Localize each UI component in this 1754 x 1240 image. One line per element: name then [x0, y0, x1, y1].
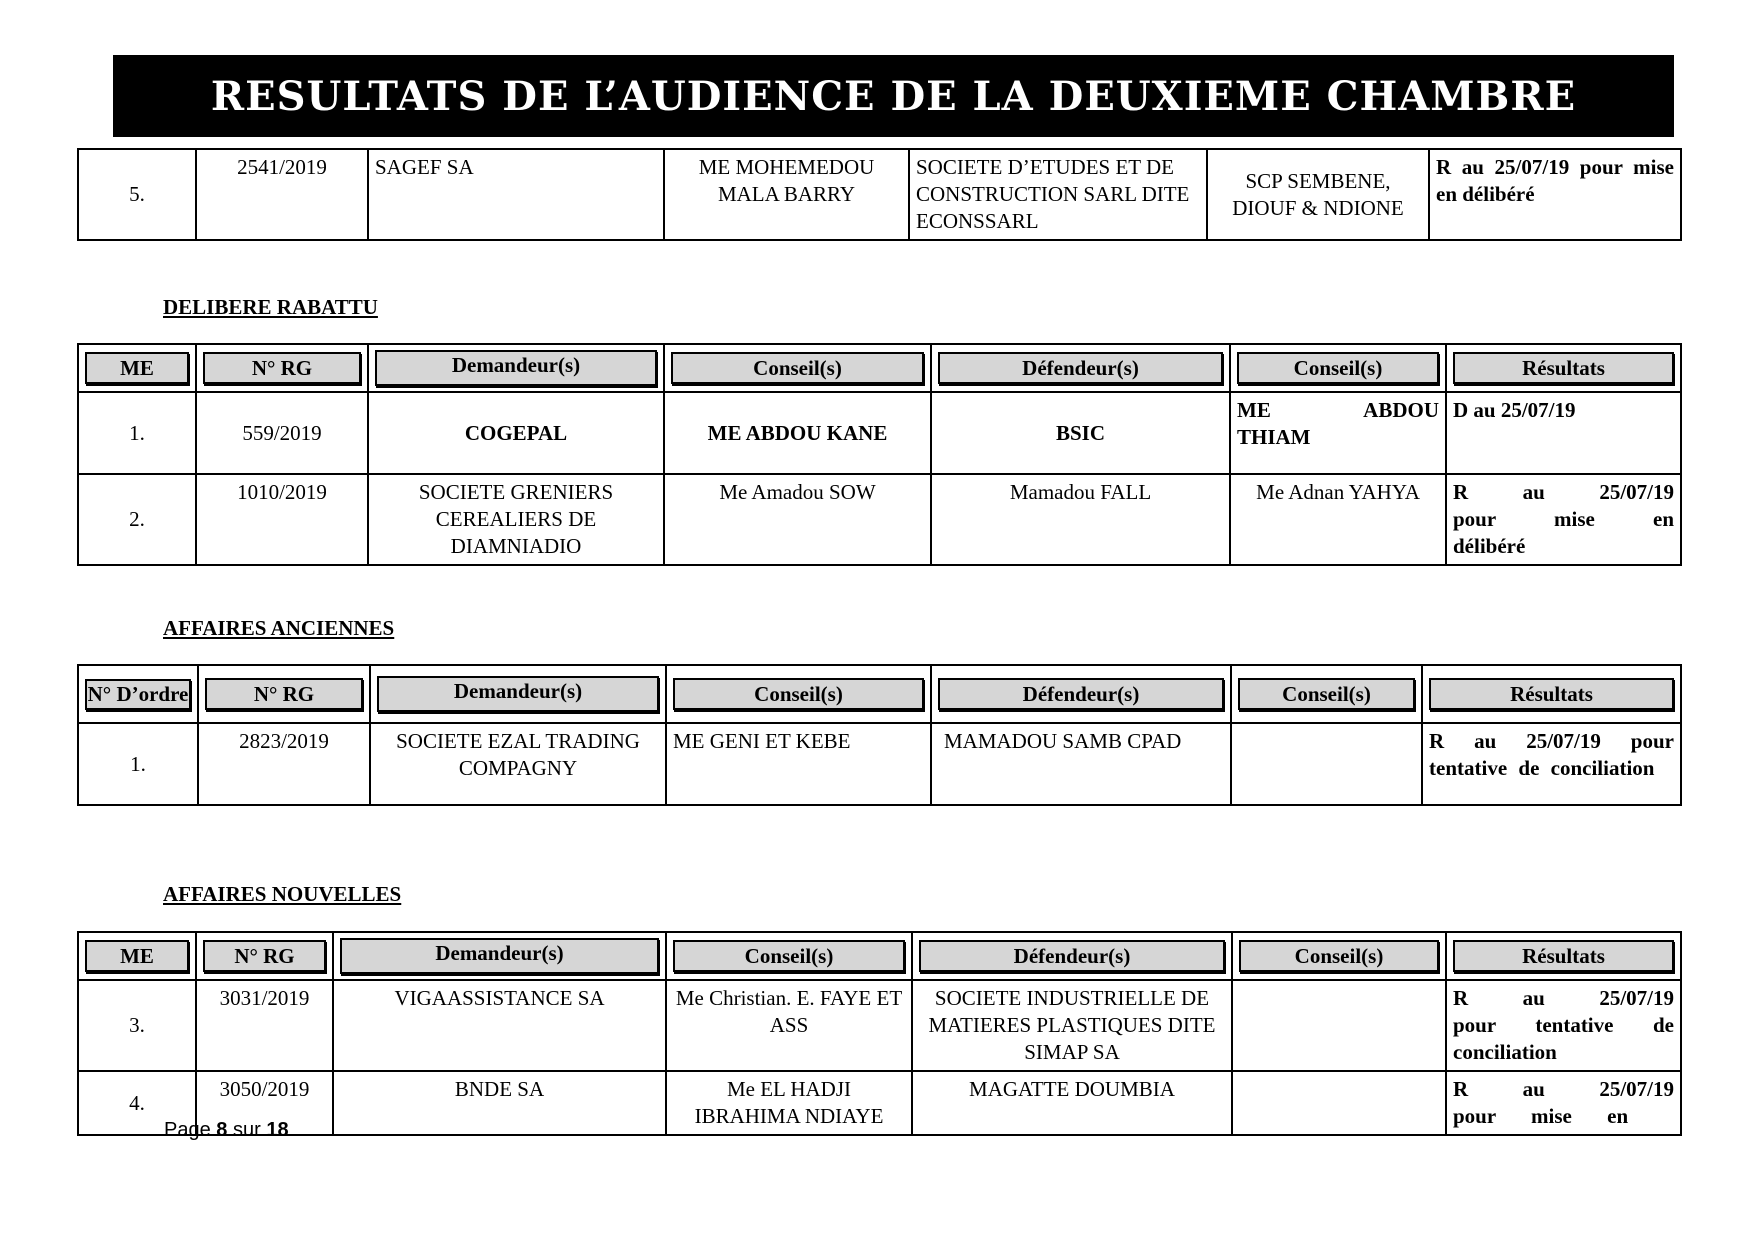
case-order-number: 3.	[78, 980, 196, 1071]
defendant-counsel-cell	[1231, 723, 1422, 805]
section-heading-delibere-rabattu: DELIBERE RABATTU	[163, 295, 378, 319]
column-header-rg: N° RG	[205, 678, 363, 710]
table-row	[78, 1071, 1681, 1135]
column-header-rg: N° RG	[203, 940, 326, 972]
plaintiff-counsel-cell: Me Amadou SOW	[664, 474, 931, 565]
defendant-counsel-cell	[1232, 980, 1446, 1071]
plaintiff-counsel-cell: ME ABDOU KANE	[664, 392, 931, 474]
column-header-demandeur: Demandeur(s)	[375, 350, 657, 386]
plaintiff-cell: SOCIETE GRENIERS CEREALIERS DE DIAMNIADIO	[368, 474, 664, 565]
result-cell: R au 25/07/19 pour mise en délibéré	[1446, 474, 1681, 565]
table-header-row	[78, 665, 1681, 723]
column-header-defendeur: Défendeur(s)	[919, 940, 1225, 972]
page-footer	[164, 1119, 289, 1142]
column-header-conseil: Conseil(s)	[1237, 352, 1439, 384]
table-header-row	[78, 344, 1681, 392]
page-label: Page	[164, 1119, 211, 1141]
column-header-resultats: Résultats	[1453, 352, 1674, 384]
table-row	[78, 980, 1681, 1071]
case-order-number: 2.	[78, 474, 196, 565]
column-header-conseil: Conseil(s)	[1239, 940, 1439, 972]
case-order-number: 1.	[78, 392, 196, 474]
case-order-number: 4.	[78, 1071, 196, 1135]
table-header-row	[78, 932, 1681, 980]
defendant-counsel-cell: SCP SEMBENE, DIOUF & NDIONE	[1207, 149, 1429, 240]
case-rg-number: 1010/2019	[196, 474, 368, 565]
section-heading-affaires-anciennes: AFFAIRES ANCIENNES	[163, 616, 395, 640]
table-row	[78, 474, 1681, 565]
results-table-continued	[77, 148, 1682, 241]
defendant-cell: MAMADOU SAMB CPAD	[931, 723, 1231, 805]
case-rg-number: 3031/2019	[196, 980, 333, 1071]
case-order-number: 1.	[78, 723, 198, 805]
column-header-me: ME	[85, 940, 189, 972]
table-row	[78, 723, 1681, 805]
affaires-nouvelles-table	[77, 931, 1682, 1136]
plaintiff-counsel-cell: ME GENI ET KEBE	[666, 723, 931, 805]
plaintiff-cell: SOCIETE EZAL TRADING COMPAGNY	[370, 723, 666, 805]
plaintiff-cell: BNDE SA	[333, 1071, 666, 1135]
result-cell: D au 25/07/19	[1446, 392, 1681, 474]
defendant-cell: BSIC	[931, 392, 1230, 474]
column-header-numero-ordre: N° D’ordre	[85, 679, 191, 710]
defendant-cell: SOCIETE D’ETUDES ET DE CONSTRUCTION SARL DITE ECONSSARL	[909, 149, 1207, 240]
plaintiff-counsel-cell: Me Christian. E. FAYE ET ASS	[666, 980, 912, 1071]
column-header-demandeur: Demandeur(s)	[340, 938, 659, 974]
column-header-conseil: Conseil(s)	[671, 352, 924, 384]
column-header-resultats: Résultats	[1429, 678, 1674, 710]
result-cell: R au 25/07/19 pour mise en délibéré	[1429, 149, 1681, 240]
column-header-conseil: Conseil(s)	[673, 678, 924, 710]
current-page-number: 8	[216, 1119, 228, 1141]
table-row	[78, 392, 1681, 474]
defendant-counsel-cell	[1232, 1071, 1446, 1135]
case-rg-number: 559/2019	[196, 392, 368, 474]
defendant-counsel-cell: Me Adnan YAHYA	[1230, 474, 1446, 565]
case-order-number: 5.	[78, 149, 196, 240]
defendant-counsel-cell: ME ABDOU THIAM	[1230, 392, 1446, 474]
case-rg-number: 2823/2019	[198, 723, 370, 805]
column-header-rg: N° RG	[203, 352, 361, 384]
result-cell: R au 25/07/19 pour tentative de conciliation	[1446, 980, 1681, 1071]
plaintiff-counsel-cell: ME MOHEMEDOU MALA BARRY	[664, 149, 909, 240]
plaintiff-cell: COGEPAL	[368, 392, 664, 474]
result-cell: R au 25/07/19 pour tentative de conciliation	[1422, 723, 1681, 805]
of-label: sur	[232, 1119, 261, 1141]
column-header-conseil: Conseil(s)	[673, 940, 905, 972]
defendant-cell: Mamadou FALL	[931, 474, 1230, 565]
column-header-conseil: Conseil(s)	[1238, 678, 1415, 710]
column-header-demandeur: Demandeur(s)	[377, 676, 659, 712]
case-rg-number: 2541/2019	[196, 149, 368, 240]
column-header-me: ME	[85, 352, 189, 384]
case-rg-number: 3050/2019	[196, 1071, 333, 1135]
defendant-cell: SOCIETE INDUSTRIELLE DE MATIERES PLASTIQUES DITE SIMAP SA	[912, 980, 1232, 1071]
delibere-rabattu-table	[77, 343, 1682, 566]
defendant-cell: MAGATTE DOUMBIA	[912, 1071, 1232, 1135]
column-header-resultats: Résultats	[1453, 940, 1674, 972]
page-title: RESULTATS DE L’AUDIENCE DE LA DEUXIEME CHAMBRE	[113, 55, 1674, 137]
table-row	[78, 149, 1681, 240]
plaintiff-cell: VIGAASSISTANCE SA	[333, 980, 666, 1071]
total-pages: 18	[266, 1119, 289, 1141]
affaires-anciennes-table	[77, 664, 1682, 806]
column-header-defendeur: Défendeur(s)	[938, 352, 1223, 384]
section-heading-affaires-nouvelles: AFFAIRES NOUVELLES	[163, 882, 402, 906]
result-cell: R au 25/07/19 pour mise en	[1446, 1071, 1681, 1135]
plaintiff-counsel-cell: Me EL HADJI IBRAHIMA NDIAYE	[666, 1071, 912, 1135]
plaintiff-cell: SAGEF SA	[368, 149, 664, 240]
column-header-defendeur: Défendeur(s)	[938, 678, 1224, 710]
